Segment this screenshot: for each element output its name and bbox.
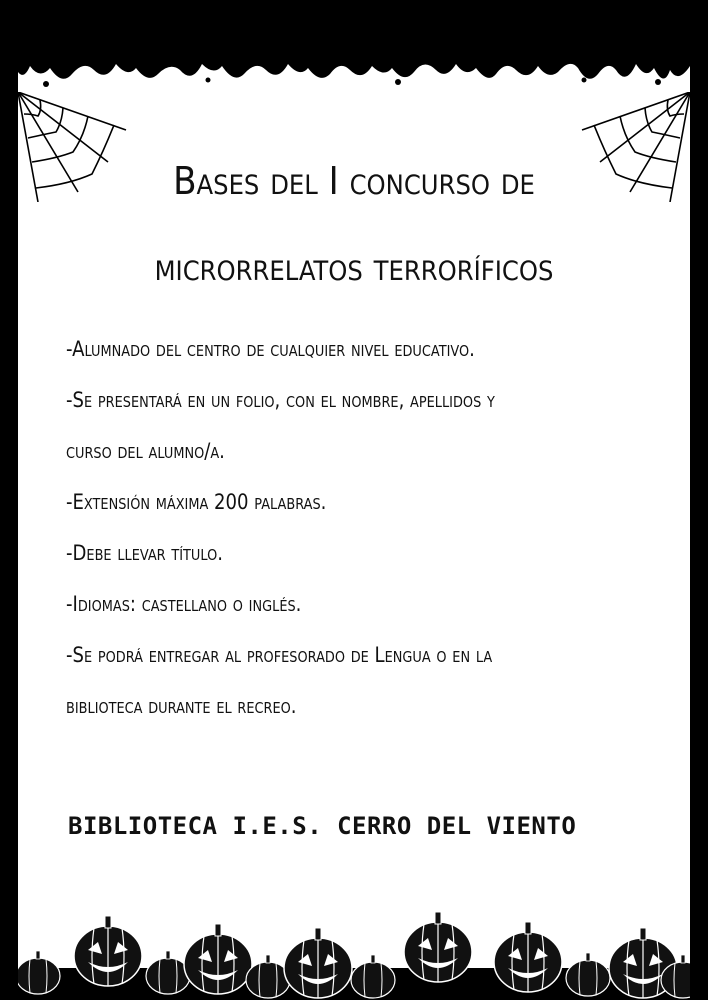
title-line-1: Bases del I concurso de [173,159,535,203]
library-signature: BIBLIOTECA I.E.S. CERRO DEL VIENTO [68,812,577,840]
rule-line: -Alumnado del centro de cualquier nivel educativo. [66,337,475,361]
poster-paper [18,40,690,1000]
poster-title [18,138,690,310]
rule-line: -Se presentará en un folio, con el nombre, apellidos y [66,388,495,412]
rule-line: curso del alumno/a. [66,439,225,463]
rules-list [66,324,668,732]
rule-line: -Debe llevar título. [66,541,224,565]
title-line-2: microrrelatos terroríficos [154,245,554,289]
jack-o-lantern-icon [18,880,690,1000]
rule-line: biblioteca durante el recreo. [66,694,297,718]
rule-line: -Se podrá entregar al profesorado de Lengua o en la [66,643,493,667]
rule-line: -Idiomas: castellano o inglés. [66,592,302,616]
rule-line: -Extensión máxima 200 palabras. [66,490,327,514]
